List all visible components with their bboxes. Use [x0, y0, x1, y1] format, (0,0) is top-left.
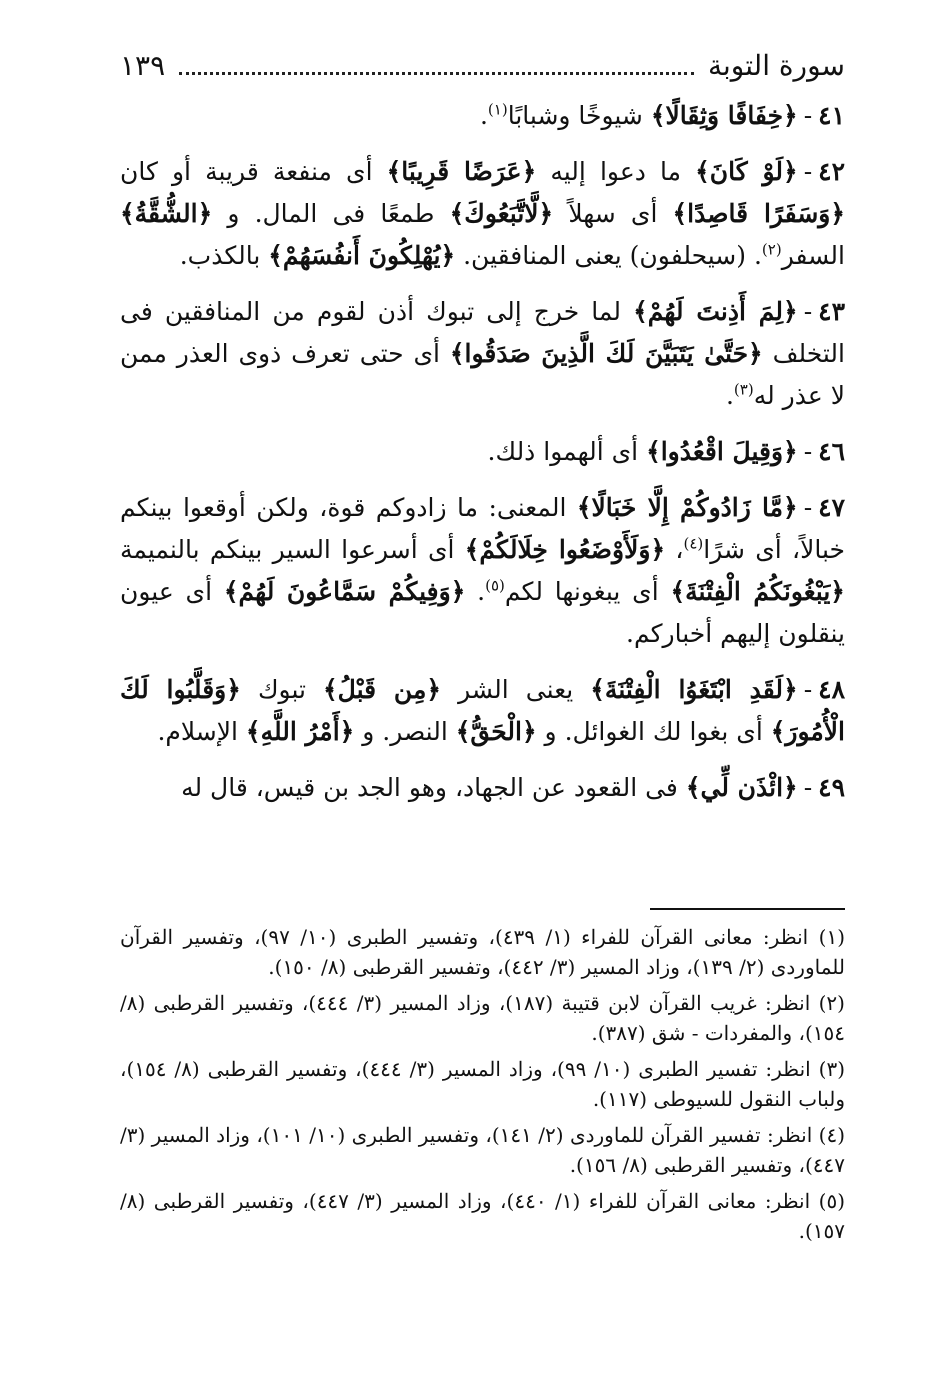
gloss-text: أى عيون ينقلون إليهم أخباركم.	[120, 577, 845, 648]
glossary-entry	[120, 291, 845, 417]
gloss-text: بالكذب.	[179, 241, 269, 270]
quran-quote: ﴿لَقَدِ ابْتَغَوُا الْفِتْنَةَ﴾	[590, 675, 798, 704]
glossary-entry	[120, 151, 845, 277]
verse-number: ٤٣	[818, 297, 846, 326]
verse-number: ٤٢	[818, 157, 846, 186]
dash: -	[803, 101, 813, 130]
quran-quote: ﴿أَمْرُ اللَّهِ﴾	[245, 717, 355, 746]
verse-number: ٤٩	[818, 773, 845, 802]
dotted-leader	[179, 72, 694, 75]
quran-quote: ﴿وَقَلَّبُوا لَكَ الْأُمُورَ﴾	[120, 675, 845, 746]
dash: -	[803, 437, 813, 466]
quran-quote: ﴿لَوْ كَانَ﴾	[695, 157, 798, 186]
verse-number: ٤٦	[818, 437, 845, 466]
quran-quote: ﴿عَرَضًا قَرِيبًا﴾	[386, 157, 537, 186]
dash: -	[803, 157, 813, 186]
footnote: (٣) انظر: تفسير الطبرى (١٠/ ٩٩)، وزاد المسير (٣/ ٤٤٤)، وتفسير القرطبى (٨/ ١٥٤)، ولباب النقول للسيوطى (١١٧).	[120, 1057, 846, 1111]
gloss-text: المعنى: ما زادوكم قوة، ولكن أوقعوا بينكم خبالاً، أى شرًا	[120, 493, 845, 564]
dash: -	[803, 675, 813, 704]
page-number: ١٣٩	[120, 48, 166, 82]
dash: -	[803, 773, 813, 802]
quran-quote: ﴿لَّاتَّبَعُوكَ﴾	[449, 199, 554, 228]
verse-number: ٤٧	[818, 493, 845, 522]
quran-quote: ﴿خِفَافًا وَثِقَالًا﴾	[650, 101, 798, 130]
footnote-ref: (٢)	[761, 240, 782, 259]
footnote: (٥) انظر: معانى القرآن للفراء (١/ ٤٤٠)، وزاد المسير (٣/ ٤٤٧)، وتفسير القرطبى (٨/ ١٥٧).	[120, 1189, 845, 1243]
footnote-separator	[650, 908, 845, 910]
gloss-text: السفر	[781, 241, 845, 270]
footnote: (٤) انظر: تفسير القرآن للماوردى (٢/ ١٤١)، وتفسير الطبرى (١٠/ ١٠١)، وزاد المسير (٣/ ٤٤٧)، وتفسير القرطبى (٨/ ١٥٦).	[120, 1123, 845, 1177]
gloss-text: ،	[665, 535, 684, 564]
gloss-text: أى سهلاً	[553, 199, 673, 228]
quran-quote: ﴿وَلَأَوْضَعُوا خِلَالَكُمْ﴾	[464, 535, 666, 564]
glossary-entry	[120, 431, 845, 473]
quran-quote: ﴿وَسَفَرًا قَاصِدًا﴾	[672, 199, 845, 228]
gloss-text: أى يبغونها لكم	[504, 577, 671, 606]
gloss-text: أى حتى تعرف ذوى العذر ممن لا عذر له	[120, 339, 845, 410]
gloss-text: أى بغوا لك الغوائل. و	[536, 717, 771, 746]
gloss-text: أى منفعة قريبة أو كان	[120, 157, 387, 186]
gloss-text: ما دعوا إليه	[536, 157, 696, 186]
dash: -	[803, 493, 813, 522]
footnote-ref: (١)	[487, 100, 508, 119]
gloss-text: الإسلام.	[157, 717, 246, 746]
footnote-ref: (٥)	[485, 576, 505, 595]
quran-quote: ﴿مِن قَبْلُ﴾	[323, 675, 442, 704]
footnote: (١) انظر: معانى القرآن للفراء (١/ ٤٣٩)، وتفسير الطبرى (١٠/ ٩٧)، وتفسير القرآن للماوردى (٢/ ١٣٩)، وزاد المسير (٣/ ٤٤٢)، وتفسير القرطبى (٨/ ١٥٠).	[120, 925, 846, 979]
quran-quote: ﴿مَّا زَادُوكُمْ إِلَّا خَبَالًا﴾	[576, 493, 798, 522]
footnotes	[120, 922, 845, 1252]
gloss-text: يعنى الشر	[441, 675, 591, 704]
footnote-ref: (٤)	[683, 534, 704, 553]
gloss-text: .	[479, 101, 488, 130]
gloss-text: تبوك	[240, 675, 324, 704]
dash: -	[803, 297, 813, 326]
gloss-text: أى ألهموا ذلك.	[487, 437, 647, 466]
gloss-text: أى أسرعوا السير بينكم بالنميمة	[120, 535, 465, 564]
page-header	[120, 40, 845, 90]
gloss-text: طمعًا فى المال. و	[212, 199, 450, 228]
verse-number: ٤١	[818, 101, 845, 130]
glossary-entry	[120, 487, 845, 655]
glossary-entry	[120, 767, 845, 809]
gloss-text: النصر. و	[354, 717, 456, 746]
quran-quote: ﴿يَبْغُونَكُمُ الْفِتْنَةَ﴾	[670, 577, 845, 606]
quran-quote: ﴿ائْذَن لِّي﴾	[685, 773, 798, 802]
glossary-body	[120, 95, 845, 823]
quran-quote: ﴿وَفِيكُمْ سَمَّاعُونَ لَهُمْ﴾	[223, 577, 466, 606]
quran-quote: ﴿لِمَ أَذِنتَ لَهُمْ﴾	[633, 297, 798, 326]
gloss-text: فى القعود عن الجهاد، وهو الجد بن قيس، قال له	[181, 773, 686, 802]
gloss-text: . (سيحلفون) يعنى المنافقين.	[455, 241, 762, 270]
glossary-entry	[120, 95, 845, 137]
quran-quote: ﴿حَتَّىٰ يَتَبَيَّنَ لَكَ الَّذِينَ صَدَقُوا﴾	[449, 339, 763, 368]
gloss-text: شيوخًا وشبابًا	[507, 101, 651, 130]
quran-quote: ﴿وَقِيلَ اقْعُدُوا﴾	[646, 437, 798, 466]
quran-quote: ﴿يُهْلِكُونَ أَنفُسَهُمْ﴾	[268, 241, 456, 270]
quran-quote: ﴿الْحَقُّ﴾	[455, 717, 537, 746]
surah-title: سورة التوبة	[707, 48, 845, 82]
footnote: (٢) انظر: غريب القرآن لابن قتيبة (١٨٧)، وزاد المسير (٣/ ٤٤٤)، وتفسير القرطبى (٨/ ١٥٤)، والمفردات - شق (٣٨٧).	[120, 991, 845, 1045]
gloss-text: .	[465, 577, 486, 606]
quran-quote: ﴿الشُّقَّةُ﴾	[120, 199, 213, 228]
verse-number: ٤٨	[818, 675, 845, 704]
footnote-ref: (٣)	[733, 380, 754, 399]
gloss-text: .	[725, 381, 734, 410]
glossary-entry	[120, 669, 845, 753]
gloss-text: لما خرج إلى تبوك أذن لقوم من المنافقين فى التخلف	[120, 297, 845, 368]
